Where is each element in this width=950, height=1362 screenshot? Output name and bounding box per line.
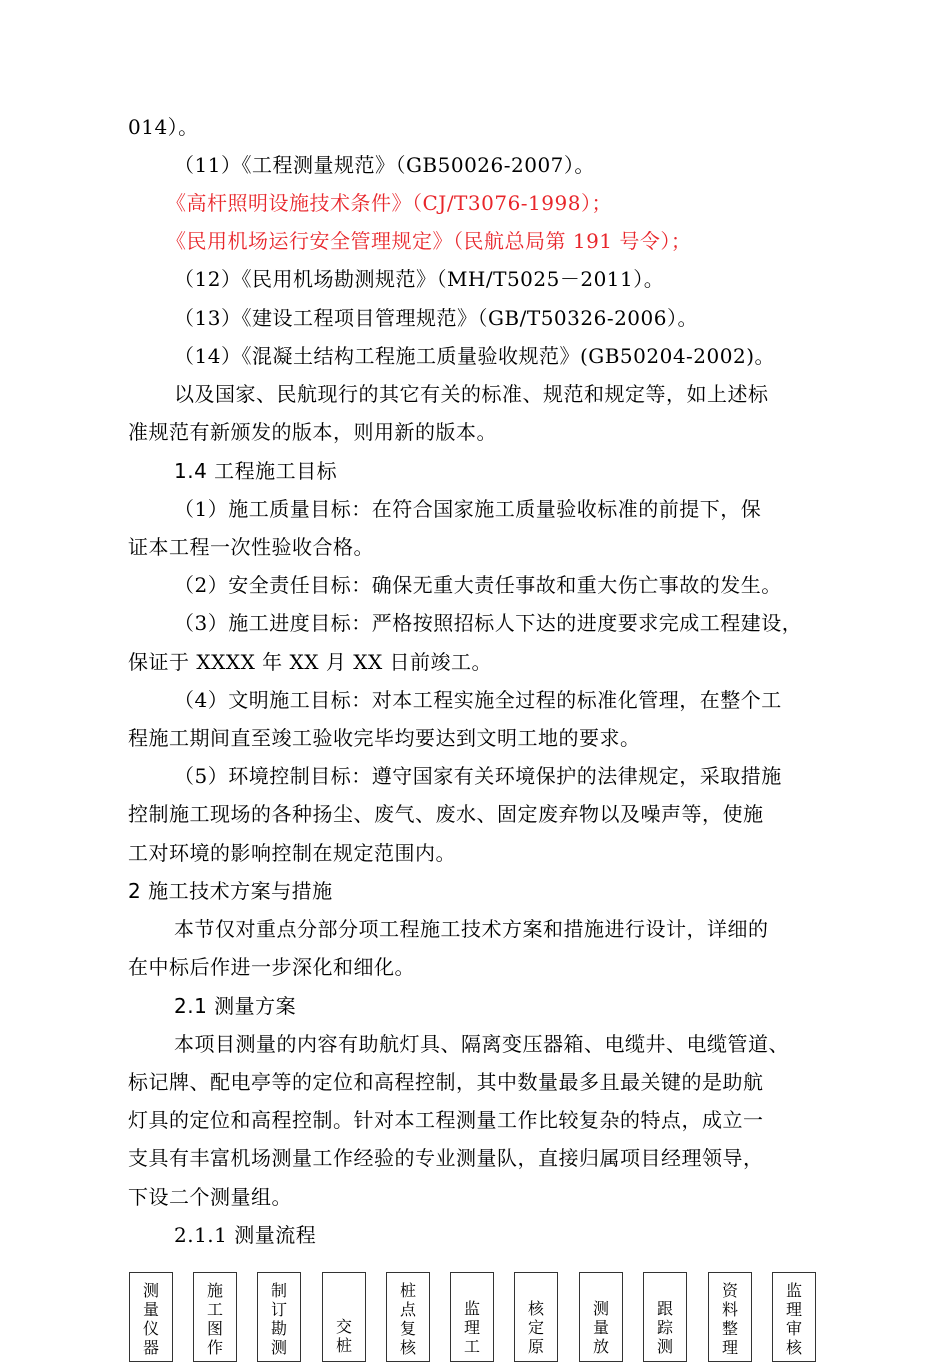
flow-step-box <box>257 1272 301 1362</box>
flow-step-label: 跟踪测 <box>656 1299 673 1356</box>
paragraph-line: 下设二个测量组。 <box>128 1185 292 1209</box>
paragraph-line: 本项目测量的内容有助航灯具、隔离变压器箱、电缆井、电缆管道、 <box>174 1032 789 1056</box>
paragraph-line: 保证于 XXXX 年 XX 月 XX 日前竣工。 <box>128 650 493 674</box>
flow-step-label: 核定原 <box>527 1299 544 1356</box>
reference-item-11: （11）《工程测量规范》（GB50026-2007）。 <box>174 153 595 177</box>
flow-step-label: 桩点复核 <box>399 1281 416 1357</box>
flow-step-box <box>514 1272 558 1362</box>
paragraph-line: 在中标后作进一步深化和细化。 <box>128 955 415 979</box>
flow-step-box <box>643 1272 687 1362</box>
section-heading-2: 2 施工技术方案与措施 <box>128 879 333 903</box>
flow-step-label: 监理工 <box>463 1299 480 1356</box>
flow-step-box <box>129 1272 173 1362</box>
section-heading-2-1: 2.1 测量方案 <box>174 994 297 1018</box>
flow-step-label: 测量仪器 <box>142 1281 159 1357</box>
section-heading-2-1-1: 2.1.1 测量流程 <box>174 1223 317 1247</box>
flow-step-box <box>772 1272 816 1362</box>
flow-step-label: 资料整理 <box>721 1281 738 1357</box>
paragraph-line: 控制施工现场的各种扬尘、废气、废水、固定废弃物以及噪声等，使施 <box>128 802 764 826</box>
paragraph-line: 程施工期间直至竣工验收完毕均要达到文明工地的要求。 <box>128 726 641 750</box>
reference-item-highlighted: 《民用机场运行安全管理规定》（民航总局第 191 号令）； <box>166 229 692 253</box>
reference-item-14: （14）《混凝土结构工程施工质量验收规范》(GB50204-2002)。 <box>174 344 776 368</box>
flow-step-label: 施工图作 <box>206 1281 223 1357</box>
goal-item-1: （1）施工质量目标：在符合国家施工质量验收标准的前提下，保 <box>174 497 762 521</box>
paragraph-line: 本节仅对重点分部分项工程施工技术方案和措施进行设计，详细的 <box>174 917 769 941</box>
paragraph-line: 工对环境的影响控制在规定范围内。 <box>128 841 456 865</box>
flow-step-box <box>322 1272 366 1362</box>
flow-step-label: 监理审核 <box>785 1281 802 1357</box>
paragraph-line: 支具有丰富机场测量工作经验的专业测量队，直接归属项目经理领导， <box>128 1146 764 1170</box>
goal-item-5: （5）环境控制目标：遵守国家有关环境保护的法律规定，采取措施 <box>174 764 782 788</box>
flow-step-box <box>193 1272 237 1362</box>
reference-item-12: （12）《民用机场勘测规范》（MH/T5025－2011）。 <box>174 267 665 291</box>
flow-step-label: 测量放 <box>592 1299 609 1356</box>
paragraph-line: 灯具的定位和高程控制。针对本工程测量工作比较复杂的特点，成立一 <box>128 1108 764 1132</box>
flow-step-box <box>708 1272 752 1362</box>
paragraph-line: 证本工程一次性验收合格。 <box>128 535 374 559</box>
flow-step-box <box>450 1272 494 1362</box>
reference-item-highlighted: 《高杆照明设施技术条件》（CJ/T3076-1998）； <box>166 191 612 215</box>
flow-step-box <box>386 1272 430 1362</box>
goal-item-2: （2）安全责任目标：确保无重大责任事故和重大伤亡事故的发生。 <box>174 573 782 597</box>
flow-step-box <box>579 1272 623 1362</box>
flow-step-label: 制订勘测 <box>270 1281 287 1357</box>
goal-item-3: （3）施工进度目标：严格按照招标人下达的进度要求完成工程建设， <box>174 611 803 635</box>
paragraph-line: 标记牌、配电亭等的定位和高程控制，其中数量最多且最关键的是助航 <box>128 1070 764 1094</box>
goal-item-4: （4）文明施工目标：对本工程实施全过程的标准化管理，在整个工 <box>174 688 782 712</box>
section-heading-1-4: 1.4 工程施工目标 <box>174 459 338 483</box>
text-line: 014）。 <box>128 115 199 139</box>
paragraph-line: 以及国家、民航现行的其它有关的标准、规范和规定等，如上述标 <box>174 382 769 406</box>
paragraph-line: 准规范有新颁发的版本，则用新的版本。 <box>128 420 497 444</box>
reference-item-13: （13）《建设工程项目管理规范》（GB/T50326-2006）。 <box>174 306 698 330</box>
flow-step-label: 交桩 <box>335 1317 352 1355</box>
